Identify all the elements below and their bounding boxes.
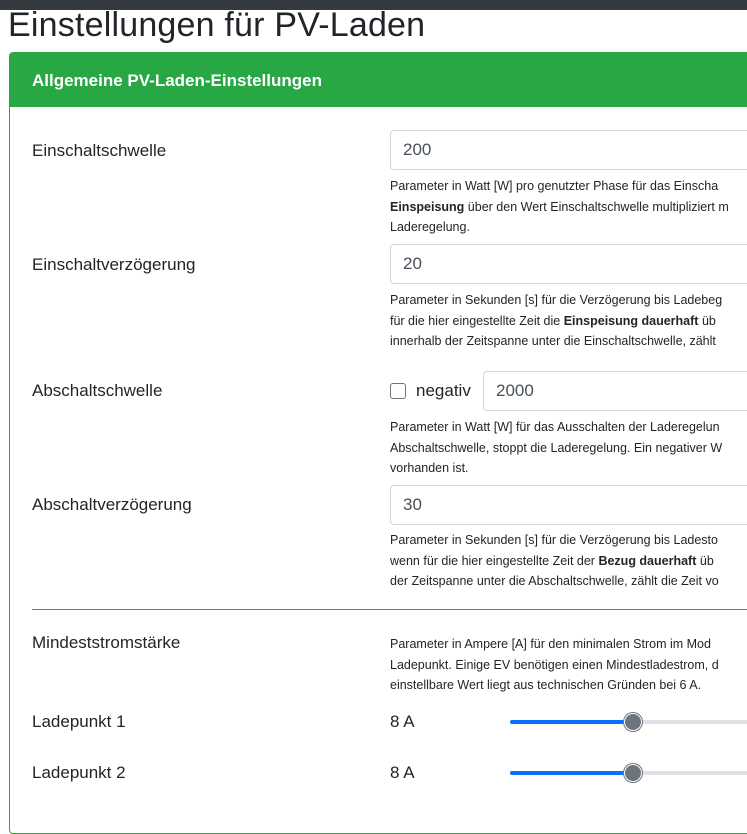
- einschaltschwelle-help: [390, 176, 729, 238]
- mindeststromstaerke-help: [390, 634, 719, 696]
- negativ-checkbox-label[interactable]: negativ: [416, 381, 471, 400]
- slider-thumb[interactable]: [624, 764, 642, 782]
- ladepunkt-2-label: Ladepunkt 2: [32, 763, 126, 782]
- help-line: Parameter in Ampere [A] für den minimalen Strom im Mod: [390, 637, 711, 651]
- card-header-title: Allgemeine PV-Laden-Einstellungen: [32, 71, 322, 90]
- card-header: [10, 53, 747, 107]
- help-line: Parameter in Sekunden [s] für die Verzögerung bis Ladesto: [390, 533, 718, 547]
- help-line: Ladepunkt. Einige EV benötigen einen Mindestladestrom, d: [390, 657, 719, 672]
- help-line: Einspeisung über den Wert Einschaltschwelle multipliziert m: [390, 199, 729, 214]
- help-line: für die hier eingestellte Zeit die Einspeisung dauerhaft üb: [390, 313, 716, 328]
- ladepunkt-2-slider[interactable]: [510, 763, 747, 783]
- abschaltverzoegerung-input[interactable]: [390, 485, 747, 525]
- help-line: einstellbare Wert liegt aus technischen Gründen bei 6 A.: [390, 678, 702, 692]
- help-line: Parameter in Watt [W] pro genutzter Phase für das Einscha: [390, 179, 719, 193]
- help-line: vorhanden ist.: [390, 461, 469, 475]
- einschaltverzoegerung-help: [390, 290, 722, 352]
- ladepunkt-1-slider[interactable]: [510, 712, 747, 732]
- negativ-checkbox[interactable]: [390, 383, 406, 399]
- einschaltverzoegerung-label: Einschaltverzögerung: [32, 255, 196, 274]
- help-line: innerhalb der Zeitspanne unter die Einschaltschwelle, zählt: [390, 334, 716, 348]
- slider-fill: [510, 720, 633, 724]
- abschaltverzoegerung-help: [390, 530, 719, 592]
- help-line: Parameter in Watt [W] für das Ausschalten der Laderegelun: [390, 420, 720, 434]
- ladepunkt-2-value: 8 A: [390, 763, 415, 782]
- mindeststromstaerke-label: Mindeststromstärke: [32, 633, 181, 652]
- help-line: wenn für die hier eingestellte Zeit der Bezug dauerhaft üb: [390, 553, 714, 568]
- help-line: Parameter in Sekunden [s] für die Verzögerung bis Ladebeg: [390, 293, 723, 307]
- abschaltschwelle-input[interactable]: [483, 371, 747, 411]
- einschaltschwelle-label: Einschaltschwelle: [32, 141, 167, 160]
- slider-fill: [510, 771, 633, 775]
- abschaltverzoegerung-label: Abschaltverzögerung: [32, 495, 192, 514]
- help-line: Abschaltschwelle, stoppt die Laderegelung. Ein negativer W: [390, 440, 723, 455]
- section-divider: [32, 609, 747, 610]
- abschaltschwelle-help: [390, 417, 722, 479]
- ladepunkt-1-value: 8 A: [390, 712, 415, 731]
- einschaltschwelle-input[interactable]: [390, 130, 747, 170]
- help-line: Laderegelung.: [390, 220, 470, 234]
- slider-thumb[interactable]: [624, 713, 642, 731]
- help-line: der Zeitspanne unter die Abschaltschwelle, zählt die Zeit vo: [390, 574, 719, 588]
- ladepunkt-1-label: Ladepunkt 1: [32, 712, 126, 731]
- page-title: Einstellungen für PV-Laden: [8, 6, 426, 44]
- abschaltschwelle-label: Abschaltschwelle: [32, 381, 163, 400]
- einschaltverzoegerung-input[interactable]: [390, 244, 747, 284]
